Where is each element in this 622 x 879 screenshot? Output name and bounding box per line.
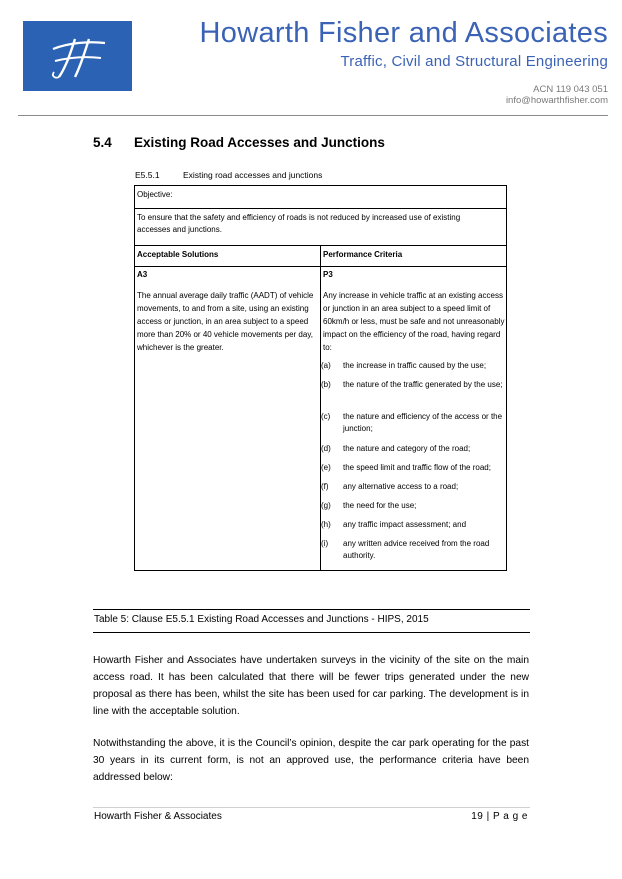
criteria-text: the nature and efficiency of the access or the junction; <box>343 412 503 433</box>
criteria-text: the nature of the traffic generated by the use; <box>343 380 503 389</box>
criteria-letter: (c) <box>321 412 331 421</box>
criteria-letter: (b) <box>321 380 331 389</box>
company-acn: ACN 119 043 051 <box>533 84 608 95</box>
body-paragraph: Notwithstanding the above, it is the Council’s opinion, despite the car park operating for the past 30 years in its current form, is not an approved use, the performance criteria have been addressed below: <box>93 738 529 783</box>
company-name: Howarth Fisher and Associates <box>199 17 608 49</box>
performance-intro-text: Any increase in vehicle traffic at an existing access or junction in an area subject to a speed limit of 60km/h or less, must be safe and not unreasonably impact on the efficiency of the road, having regard to: <box>323 291 505 352</box>
acceptable-solution-text: The annual average daily traffic (AADT) of vehicle movements, to and from a site, using an existing access or junction, in an area subject to a speed more than 20% or 40 vehicle movements per day, whichever is the greater. <box>137 291 314 352</box>
company-logo <box>23 21 132 91</box>
table-divider <box>135 208 506 209</box>
body-paragraph: Howarth Fisher and Associates have undertaken surveys in the vicinity of the site on the main access road. It has been calculated that there will be fewer trips generated under the new proposal as there has been, whilst the site has been used for car parking. The development is in line with the acceptable solution. <box>93 655 529 717</box>
company-email: info@howarthfisher.com <box>505 95 608 106</box>
clause-code: E5.5.1 <box>135 170 160 180</box>
criteria-letter: (g) <box>321 501 331 510</box>
criteria-text: any written advice received from the road authority. <box>343 539 490 560</box>
company-tagline: Traffic, Civil and Structural Engineering <box>340 53 608 70</box>
table-divider <box>135 266 506 267</box>
section-title: Existing Road Accesses and Junctions <box>134 135 385 150</box>
footer-company: Howarth Fisher & Associates <box>94 811 222 822</box>
criteria-letter: (d) <box>321 444 331 453</box>
criteria-letter: (h) <box>321 520 331 529</box>
criteria-text: the increase in traffic caused by the use; <box>343 361 487 370</box>
clause-title: Existing road accesses and junctions <box>183 170 323 180</box>
criteria-letter: (f) <box>321 482 329 491</box>
criteria-text: the need for the use; <box>343 501 417 510</box>
acceptable-code: A3 <box>137 270 148 279</box>
caption-rule-top <box>93 609 530 610</box>
criteria-text: any traffic impact assessment; and <box>343 520 467 529</box>
criteria-text: any alternative access to a road; <box>343 482 459 491</box>
criteria-letter: (a) <box>321 361 331 370</box>
section-number: 5.4 <box>93 135 112 150</box>
criteria-text: the nature and category of the road; <box>343 444 471 453</box>
footer-divider <box>93 807 530 808</box>
page-number: 19 | P a g e <box>471 811 528 822</box>
table-caption: Table 5: Clause E5.5.1 Existing Road Accesses and Junctions - HIPS, 2015 <box>94 614 429 625</box>
clause-table <box>134 185 507 571</box>
hf-monogram-icon <box>23 21 132 91</box>
header-divider <box>18 115 608 116</box>
criteria-text: the speed limit and traffic flow of the road; <box>343 463 491 472</box>
performance-code: P3 <box>323 270 333 279</box>
header-acceptable-solutions: Acceptable Solutions <box>137 250 219 259</box>
criteria-letter: (e) <box>321 463 331 472</box>
criteria-letter: (i) <box>321 539 329 548</box>
header-performance-criteria: Performance Criteria <box>323 250 403 259</box>
objective-text: To ensure that the safety and efficiency of roads is not reduced by increased use of existing accesses and junctions. <box>137 213 461 234</box>
caption-rule-bottom <box>93 632 530 633</box>
objective-label: Objective: <box>137 190 173 199</box>
